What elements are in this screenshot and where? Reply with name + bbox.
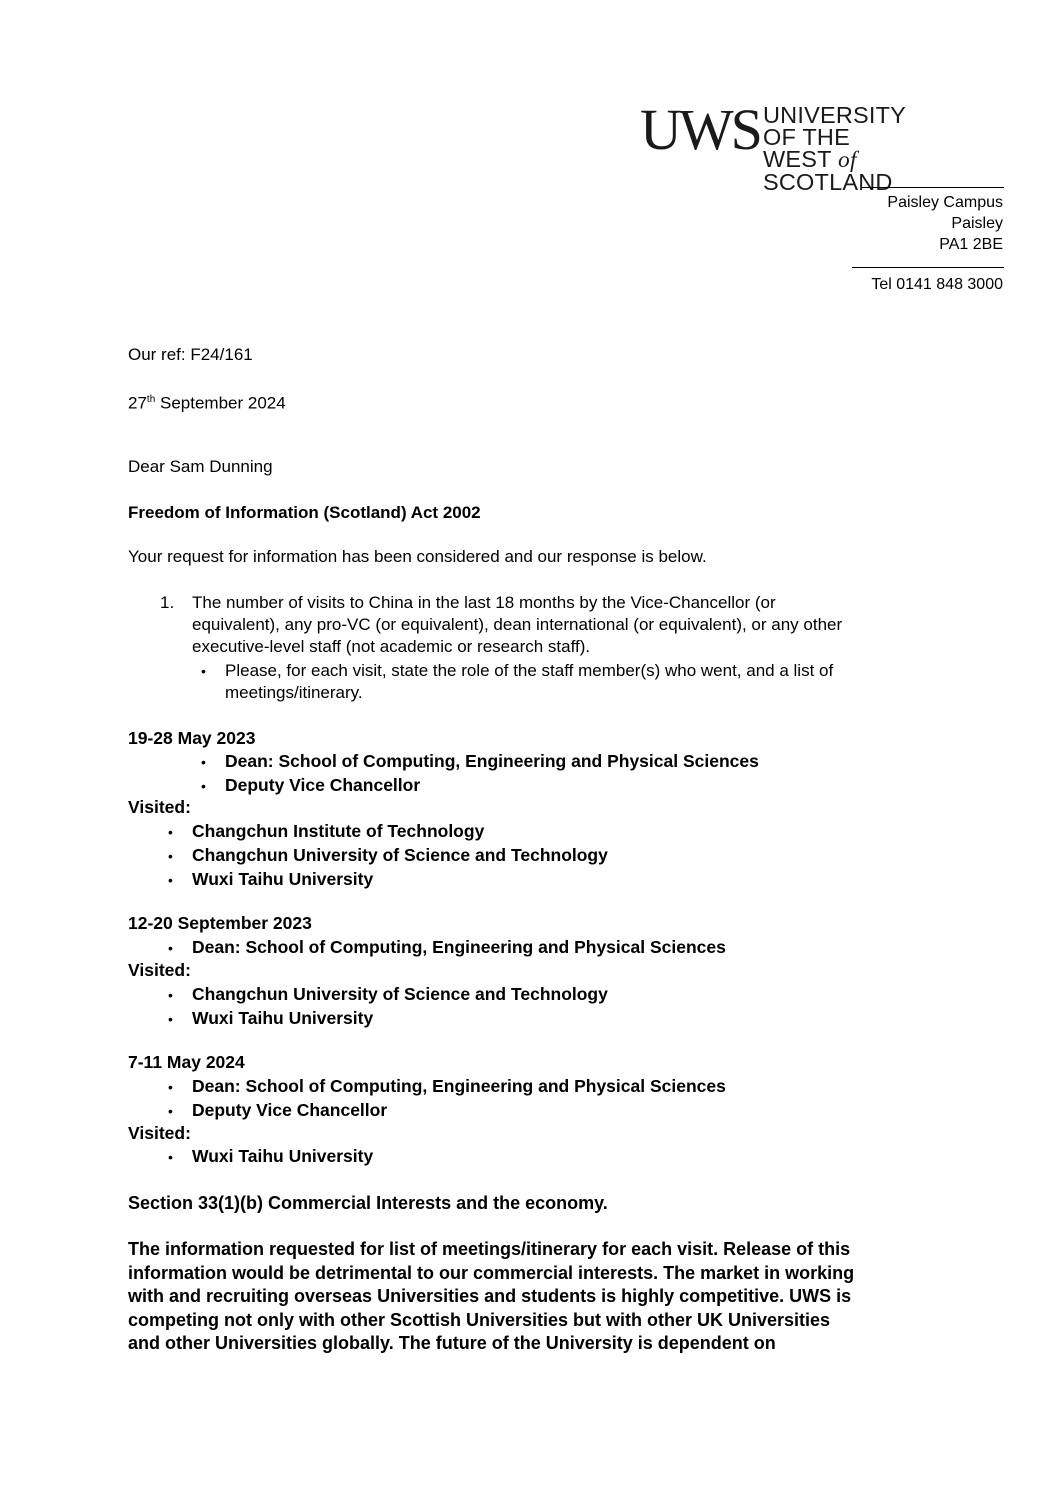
address-block: [887, 192, 1003, 255]
bullet: •: [168, 940, 173, 956]
logo-name: [763, 104, 906, 193]
bullet: •: [201, 754, 206, 770]
bullet: •: [168, 987, 173, 1003]
visit-place: Changchun University of Science and Technology: [192, 984, 608, 1004]
section-line: information would be detrimental to our commercial interests. The market in working: [128, 1262, 855, 1283]
address-rule-top: [862, 187, 1004, 188]
visited-label: Visited:: [128, 797, 191, 817]
bullet: •: [168, 1103, 173, 1119]
visit-staff: Deputy Vice Chancellor: [192, 1100, 388, 1120]
salutation: Dear Sam Dunning: [128, 457, 273, 476]
letter-date: 27th September 2024: [128, 393, 286, 413]
visit-place: Wuxi Taihu University: [192, 1146, 374, 1166]
visit-staff: Deputy Vice Chancellor: [225, 775, 421, 795]
request-line: The number of visits to China in the last 18 months by the Vice-Chancellor (or: [192, 593, 776, 612]
visit-place: Wuxi Taihu University: [192, 1008, 374, 1028]
visit-place: Wuxi Taihu University: [192, 869, 374, 889]
section-line: and other Universities globally. The future of the University is dependent on: [128, 1333, 776, 1353]
visit-staff: Dean: School of Computing, Engineering and Physical Sciences: [225, 751, 759, 771]
intro-text: Your request for information has been considered and our response is below.: [128, 547, 707, 566]
bullet: •: [168, 1011, 173, 1027]
visit-staff: Dean: School of Computing, Engineering and Physical Sciences: [192, 937, 726, 957]
bullet: •: [168, 872, 173, 888]
address-rule-bottom: [852, 267, 1004, 268]
bullet: •: [201, 663, 206, 679]
address-town: Paisley: [951, 215, 1003, 232]
section-paragraph: [128, 1238, 968, 1356]
visited-label: Visited:: [128, 1123, 191, 1143]
visit-date: 7-11 May 2024: [128, 1052, 245, 1072]
logo-line-1: UNIVERSITY OF THE: [763, 102, 906, 150]
bullet: •: [168, 848, 173, 864]
request-number: 1.: [160, 593, 175, 612]
section-line: with and recruiting overseas Universities and students is highly competitive. UWS is: [128, 1286, 852, 1306]
logo-line-2: WEST of SCOTLAND: [763, 146, 893, 195]
section-line: The information requested for list of meetings/itinerary for each visit. Release of this: [128, 1239, 851, 1259]
address-tel: Tel 0141 848 3000: [871, 276, 1003, 293]
visit-place: Changchun University of Science and Technology: [192, 845, 608, 865]
section-line: competing not only with other Scottish Universities but with other UK Universities: [128, 1309, 831, 1330]
visit-place: Changchun Institute of Technology: [192, 821, 485, 841]
logo-mark: UWS: [640, 97, 760, 162]
request-sub-line: meetings/itinerary.: [225, 683, 363, 702]
bullet: •: [201, 778, 206, 794]
address-postcode: PA1 2BE: [939, 236, 1003, 253]
our-ref: Our ref: F24/161: [128, 345, 253, 364]
visit-date: 19-28 May 2023: [128, 728, 256, 748]
address-campus: Paisley Campus: [887, 194, 1003, 211]
request-sub-line: Please, for each visit, state the role of the staff member(s) who went, and a list of: [225, 661, 834, 680]
visit-staff: Dean: School of Computing, Engineering and Physical Sciences: [192, 1076, 726, 1096]
letter-heading: Freedom of Information (Scotland) Act 2002: [128, 503, 481, 522]
bullet: •: [168, 1079, 173, 1095]
visit-date: 12-20 September 2023: [128, 913, 312, 933]
request-line: executive-level staff (not academic or research staff).: [192, 637, 591, 656]
section-title: Section 33(1)(b) Commercial Interests and the economy.: [128, 1193, 608, 1213]
request-line: equivalent), any pro-VC (or equivalent), dean international (or equivalent), or any other: [192, 615, 843, 634]
visited-label: Visited:: [128, 960, 191, 980]
bullet: •: [168, 1149, 173, 1165]
bullet: •: [168, 824, 173, 840]
